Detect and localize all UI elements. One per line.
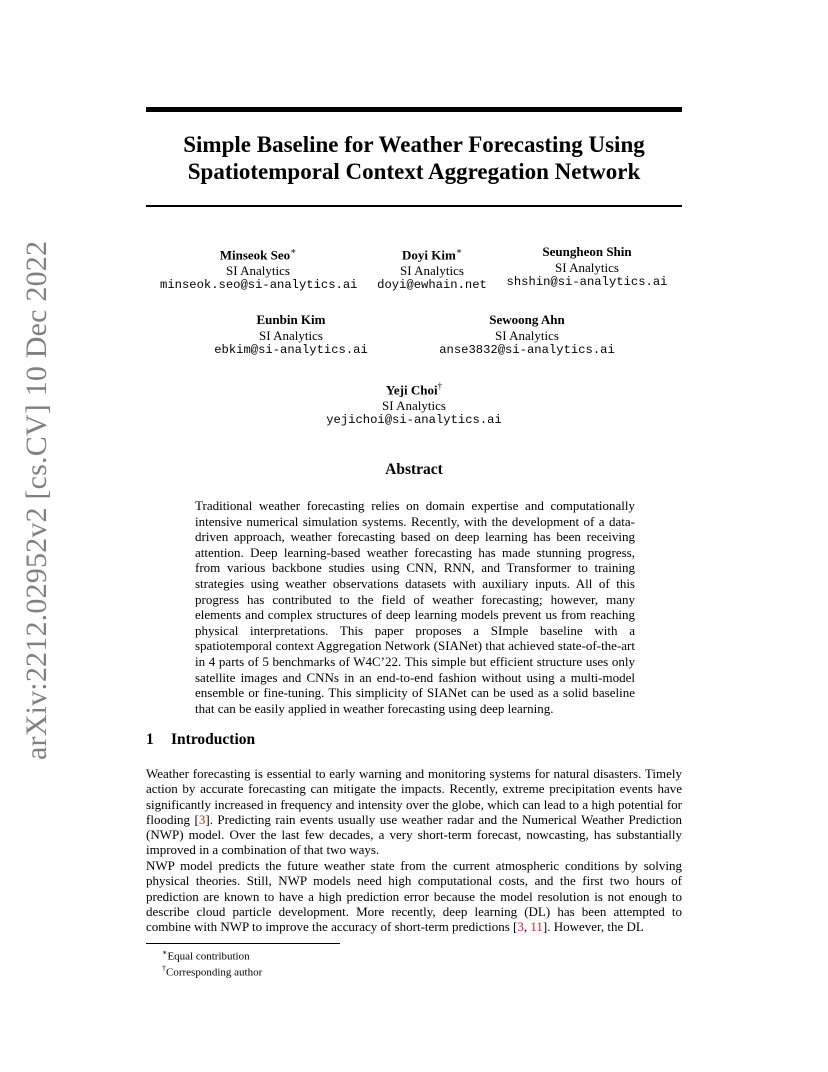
arxiv-stamp: arXiv:2212.02952v2 [cs.CV] 10 Dec 2022 <box>20 240 53 760</box>
paragraph-text: ]. However, the DL <box>542 919 644 935</box>
section-heading <box>146 731 682 749</box>
author-block <box>160 244 356 294</box>
author-name: Doyi Kim <box>402 247 456 263</box>
author-affiliation: SI Analytics <box>495 327 559 343</box>
intro-paragraph-1 <box>146 766 682 858</box>
equal-contribution-mark: ∗ <box>455 246 462 256</box>
author-block <box>316 379 512 429</box>
author-name: Seungheon Shin <box>542 244 632 259</box>
author-email[interactable]: shshin@si-analytics.ai <box>506 275 668 289</box>
footnote-text: Corresponding author <box>166 966 263 979</box>
paragraph-text: NWP model predicts the future weather state from the current atmospheric conditions by solving physical theories. Still, NWP models need high computational costs, and the first two hours of prediction are known to have a high prediction error because the model resolution is not enough to describe cloud particle development. More recently, deep learning (DL) has been attempted to combine with NWP to improve the accuracy of short-term predictions [ <box>146 858 682 935</box>
author-name: Sewoong Ahn <box>489 312 565 327</box>
author-name: Eunbin Kim <box>256 312 326 327</box>
author-affiliation: SI Analytics <box>259 327 323 343</box>
author-block <box>434 312 620 359</box>
corresponding-author-mark: † <box>437 381 443 391</box>
footnote-rule <box>146 943 340 944</box>
author-block <box>206 312 376 359</box>
paragraph-text: ]. Predicting rain events usually use weather radar and the Numerical Weather Prediction (NWP) model. Over the last few decades, a very short-term forecast, nowcasting, has substantially improved in a combination of that two ways. <box>146 811 682 858</box>
author-affiliation: SI Analytics <box>382 397 446 413</box>
section-number: 1 <box>146 731 154 748</box>
citation-link[interactable]: 11 <box>530 919 543 935</box>
author-email[interactable]: doyi@ewhain.net <box>377 278 487 293</box>
author-block <box>504 244 670 291</box>
author-affiliation: SI Analytics <box>400 262 464 278</box>
author-name: Yeji Choi <box>385 382 438 398</box>
footnote-text: Equal contribution <box>167 950 250 963</box>
paragraph-text: Weather forecasting is essential to early warning and monitoring systems for natural disasters. Timely action by accurate forecasting can mitigate the impacts. Recently, extreme precipitation events have significantly increased in frequency and intensity over the globe, which can lead to a high potential for flooding [ <box>146 766 682 827</box>
author-name: Minseok Seo <box>219 247 291 263</box>
abstract-text: Traditional weather forecasting relies on domain expertise and computationally intensive numerical simulation systems. Recently, with the development of a data-driven approach, weather forecasting based on deep learning has been receiving attention. Deep learning-based weather forecasting has made stunning progress, from various backbone studies using CNN, RNN, and Transformer to training strategies using weather observations datasets with auxiliary inputs. All of this progress has contributed to the field of weather forecasting; however, many elements and complex structures of deep learning models prevent us from reaching physical interpretations. This paper proposes a SImple baseline with a spatiotemporal context Aggregation Network (SIANet) that achieved state-of-the-art in 4 parts of 5 benchmarks of W4C’22. This simple but efficient structure uses only satellite images and CNNs in an end-to-end fashion without using a multi-model ensemble or fine-tuning. This simplicity of SIANet can be used as a solid baseline that can be easily applied in weather forecasting using deep learning. <box>195 498 635 716</box>
citation-link[interactable]: 3 <box>517 919 524 935</box>
author-email[interactable]: ebkim@si-analytics.ai <box>214 343 368 357</box>
title-top-rule <box>146 107 682 112</box>
author-email[interactable]: anse3832@si-analytics.ai <box>439 343 615 357</box>
citation-link[interactable]: 3 <box>198 811 206 827</box>
abstract-heading: Abstract <box>385 461 443 478</box>
title-bottom-rule <box>146 205 682 207</box>
equal-contribution-mark: ∗ <box>290 246 297 256</box>
intro-paragraph-2 <box>146 858 682 934</box>
author-affiliation: SI Analytics <box>555 259 619 275</box>
citation-separator: , <box>523 919 531 935</box>
author-email[interactable]: yejichoi@si-analytics.ai <box>326 413 502 428</box>
section-title: Introduction <box>171 731 256 748</box>
author-affiliation: SI Analytics <box>226 262 290 278</box>
footnote-equal-contribution <box>162 946 250 964</box>
author-email[interactable]: minseok.seo@si-analytics.ai <box>160 278 358 293</box>
footnote-corresponding-author <box>162 962 262 980</box>
footnote-mark: † <box>162 964 166 973</box>
footnote-mark: ∗ <box>162 948 168 957</box>
author-block <box>372 244 492 294</box>
paper-title: Simple Baseline for Weather Forecasting Using Spatiotemporal Context Aggregation Network <box>183 132 645 184</box>
